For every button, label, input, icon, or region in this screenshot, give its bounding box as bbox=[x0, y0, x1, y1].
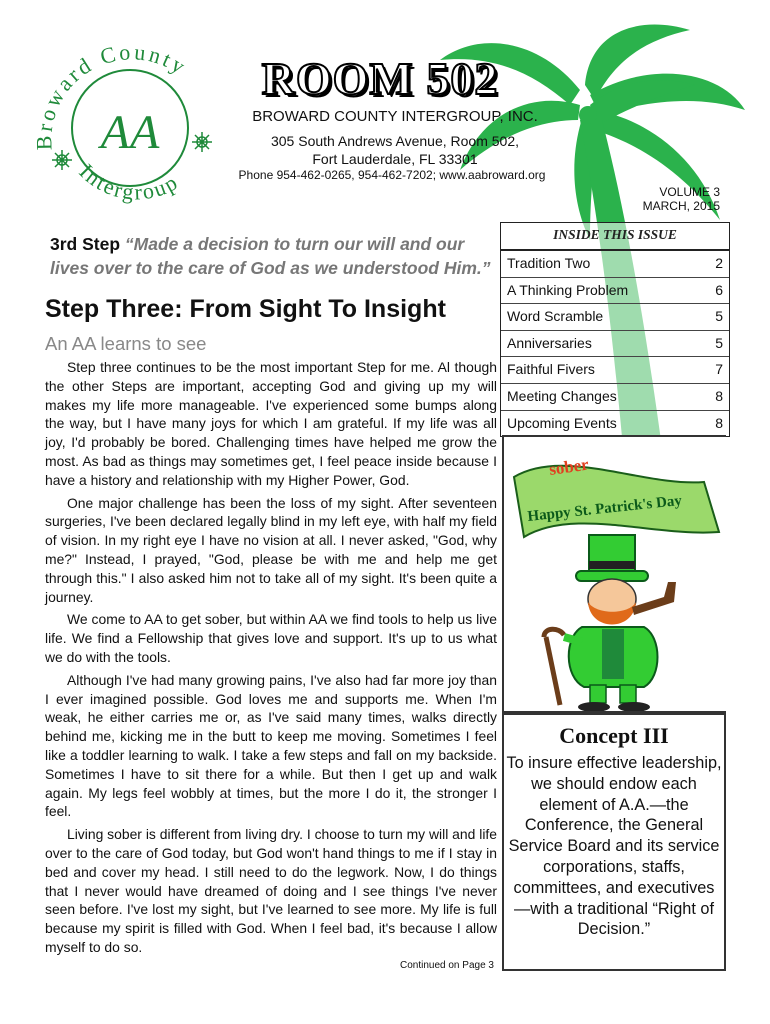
article-subtitle: An AA learns to see bbox=[45, 333, 207, 354]
article-title: Step Three: From Sight To Insight bbox=[45, 295, 446, 323]
banner-main-text: Happy St. Patrick's Day bbox=[526, 492, 683, 525]
contact-line: Phone 954-462-0265, 954-462-7202; www.aabroward.org bbox=[238, 168, 546, 182]
leprechaun-illustration bbox=[504, 437, 726, 713]
article-paragraph: Step three continues to be the most important Step for me. Al though the other Steps are important, accepting God and giving up my will makes my life more manageable. I've experienced some bumps along the way, but I have many joys for which I am grateful. If my life was all joy, I'd probably be bored. Challenging times have helped me grow the most. As bad as things may sometimes get, I feel peace inside because I have a history and relationship with my Higher Power, God. bbox=[45, 359, 497, 488]
toc-item[interactable] bbox=[501, 304, 729, 331]
article-paragraph: Although I've had many growing pains, I've also had far more joy than I ever imagined possible. God loves me and supports me. When I'm weak, he either carries me or, as I've said many times, walks directly behind me, kicking me in the butt to keep me moving. Sometimes I feel like a toddler learning to walk. I take a few steps and fall on my backside. Sometimes I have to sit there for a while. But then I get up and walk again. My legs feel wobbly at times, but the more I do it, the stronger I feel. bbox=[45, 671, 497, 820]
toc-item[interactable] bbox=[501, 278, 729, 305]
aa-intergroup-logo bbox=[22, 30, 232, 210]
toc-item[interactable] bbox=[501, 331, 729, 358]
issue-date: MARCH, 2015 bbox=[642, 199, 720, 213]
toc-item-label: Faithful Fivers bbox=[507, 361, 595, 378]
logo-arc-top: Broward County bbox=[31, 39, 193, 151]
toc-item-label: Upcoming Events bbox=[507, 414, 617, 431]
organization-name: BROWARD COUNTY INTERGROUP, INC. bbox=[252, 108, 538, 125]
toc-item-page: 5 bbox=[715, 308, 723, 325]
step-label: 3rd Step bbox=[50, 234, 121, 254]
logo-arc-bottom: Intergroup bbox=[74, 158, 183, 205]
article-paragraph: One major challenge has been the loss of my sight. After seventeen surgeries, I've been declared legally blind in my left eye, with half my field of vision. In my right eye I have no vision at all. I never asked, "God, why me?" Instead, I prayed, "God, please be with me and help me get through this." I also asked him not to take all of my sight. It's been quite a journey. bbox=[45, 494, 497, 605]
newsletter-title: ROOM 502 bbox=[261, 53, 499, 104]
article-paragraph: Living sober is different from living dry. I choose to turn my will and life over to the care of God today, but God won't hand things to me if I stay in bed and cover my head. I still need to do the legwork. Now, I do things that I never would have dreamed of doing and I see things I've never seen before. I've lost my sight, but I've learned to see more. My life is full because my spirit is filled with God. When I feel bad, it's because I allow myself to do so. bbox=[45, 826, 497, 955]
toc-item-label: A Thinking Problem bbox=[507, 281, 629, 298]
concept-box bbox=[502, 713, 726, 971]
article-body bbox=[45, 358, 497, 961]
toc-item-page: 2 bbox=[715, 255, 723, 271]
toc-item-page: 8 bbox=[715, 414, 723, 431]
toc-item[interactable] bbox=[501, 411, 729, 437]
toc-header: INSIDE THIS ISSUE bbox=[501, 223, 729, 251]
address-line-2: Fort Lauderdale, FL 33301 bbox=[312, 151, 478, 167]
article-paragraph: We come to AA to get sober, but within AA we find tools to help us live life. We find a Fellowship that gives love and support. It's up to us what we do with the tools. bbox=[45, 611, 497, 665]
inside-this-issue-box bbox=[500, 222, 730, 437]
toc-item[interactable] bbox=[501, 251, 729, 278]
step-quote bbox=[50, 232, 500, 280]
volume-label: VOLUME 3 bbox=[659, 185, 720, 199]
concept-text: To insure effective leadership, we should endow each element of A.A.—the Conference, the General Service Board and its service corporations, staffs, committees, and executives—with a traditional “Right of Decision.” bbox=[506, 754, 722, 939]
toc-item[interactable] bbox=[501, 357, 729, 384]
toc-item-page: 5 bbox=[715, 334, 723, 351]
toc-item-page: 7 bbox=[715, 361, 723, 378]
toc-item-label: Meeting Changes bbox=[507, 387, 617, 404]
svg-text:Intergroup bbox=[74, 159, 182, 205]
toc-item-page: 8 bbox=[715, 387, 723, 404]
toc-item-page: 6 bbox=[715, 281, 723, 298]
address-line-1: 305 South Andrews Avenue, Room 502, bbox=[270, 133, 520, 149]
toc-item-label: Word Scramble bbox=[507, 308, 604, 325]
st-patricks-clipart bbox=[502, 435, 726, 713]
toc-item-label: Tradition Two bbox=[507, 255, 591, 271]
toc-item-label: Anniversaries bbox=[507, 334, 592, 351]
continued-note: Continued on Page 3 bbox=[400, 960, 494, 971]
logo-initials: AA bbox=[100, 106, 160, 159]
concept-title: Concept III bbox=[559, 723, 669, 748]
toc-item[interactable] bbox=[501, 384, 729, 411]
banner-sober-text: sober bbox=[547, 454, 590, 479]
step-quote-text: “Made a decision to turn our will and our lives over to the care of God as we understood Him.” bbox=[50, 234, 491, 278]
